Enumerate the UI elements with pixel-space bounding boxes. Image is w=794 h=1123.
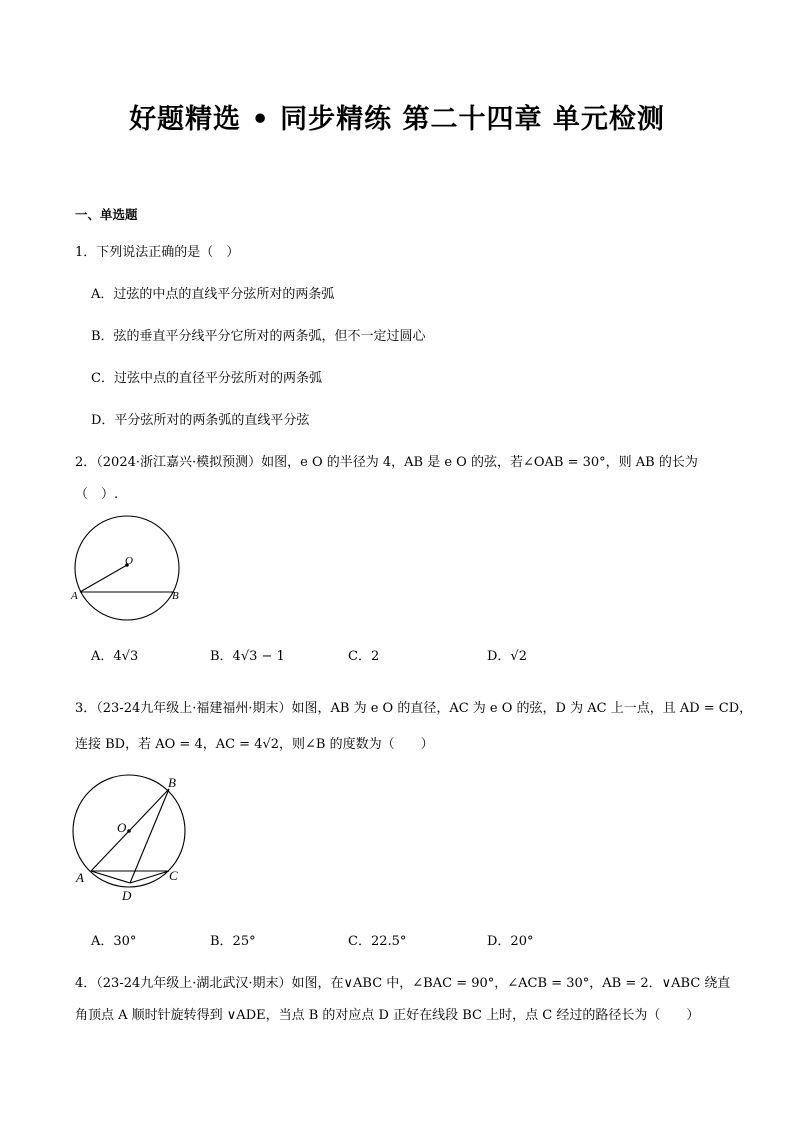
question-2-option-c: C．2 [348, 649, 380, 664]
label-c: C [169, 868, 178, 883]
question-2-figure [68, 517, 188, 617]
question-3-stem-line2: 连接 BD，若 AO = 4，AC = 4√2，则∠B 的度数为（ ） [75, 737, 434, 752]
label-o: O [125, 555, 133, 567]
question-1-option-d: D．平分弦所对的两条弧的直线平分弦 [91, 413, 310, 428]
center-point [127, 829, 131, 833]
question-2-stem-line2: （ ）. [75, 487, 119, 502]
question-4-stem-line2: 角顶点 A 顺时针旋转得到 ∨ADE，当点 B 的对应点 D 正好在线段 BC 上时，点 C 经过的路径长为（ ） [75, 1008, 700, 1023]
question-3-option-b: B．25° [210, 934, 256, 949]
segment-bd [130, 789, 169, 883]
question-3-option-c: C．22.5° [348, 934, 407, 949]
question-3-stem-line1: 3．（23-24九年级上·福建福州·期末）如图，AB 为 e O 的直径，AC 为 e O 的弦，D 为 AC 上一点，且 AD = CD， [75, 701, 753, 716]
question-2-option-a: A．4√3 [91, 649, 139, 664]
label-a: A [76, 870, 84, 885]
question-1-stem: 1．下列说法正确的是（ ） [75, 245, 240, 260]
segment-cd [130, 871, 169, 883]
question-1-option-c: C．过弦中点的直径平分弦所对的两条弧 [91, 371, 322, 386]
label-b: B [172, 590, 179, 602]
question-1-option-a: A．过弦的中点的直线平分弦所对的两条弧 [91, 287, 335, 302]
circle-o [75, 516, 179, 620]
section-heading: 一、单选题 [75, 207, 138, 222]
question-2-stem-line1: 2．（2024·浙江嘉兴·模拟预测）如图，e O 的半径为 4，AB 是 e O 的弦，若∠OAB = 30°，则 AB 的长为 [75, 455, 698, 470]
radius-oa [80, 565, 127, 592]
question-2-option-d: D．√2 [487, 649, 527, 664]
question-2-option-b: B．4√3 − 1 [210, 649, 285, 664]
label-d: D [122, 888, 132, 903]
question-3-figure [68, 775, 198, 905]
question-1-option-b: B．弦的垂直平分线平分它所对的两条弧，但不一定过圆心 [91, 329, 426, 344]
question-3-option-d: D．20° [487, 934, 534, 949]
label-a: A [71, 590, 78, 602]
label-o: O [117, 820, 127, 835]
question-3-option-a: A．30° [91, 934, 137, 949]
question-4-stem-line1: 4．（23-24九年级上·湖北武汉·期末）如图，在∨ABC 中，∠BAC = 90°，∠ACB = 30°，AB = 2．∨ABC 绕直 [75, 976, 731, 991]
label-b: B [168, 775, 176, 790]
page-title: 好题精选 • 同步精练 第二十四章 单元检测 [129, 104, 665, 135]
